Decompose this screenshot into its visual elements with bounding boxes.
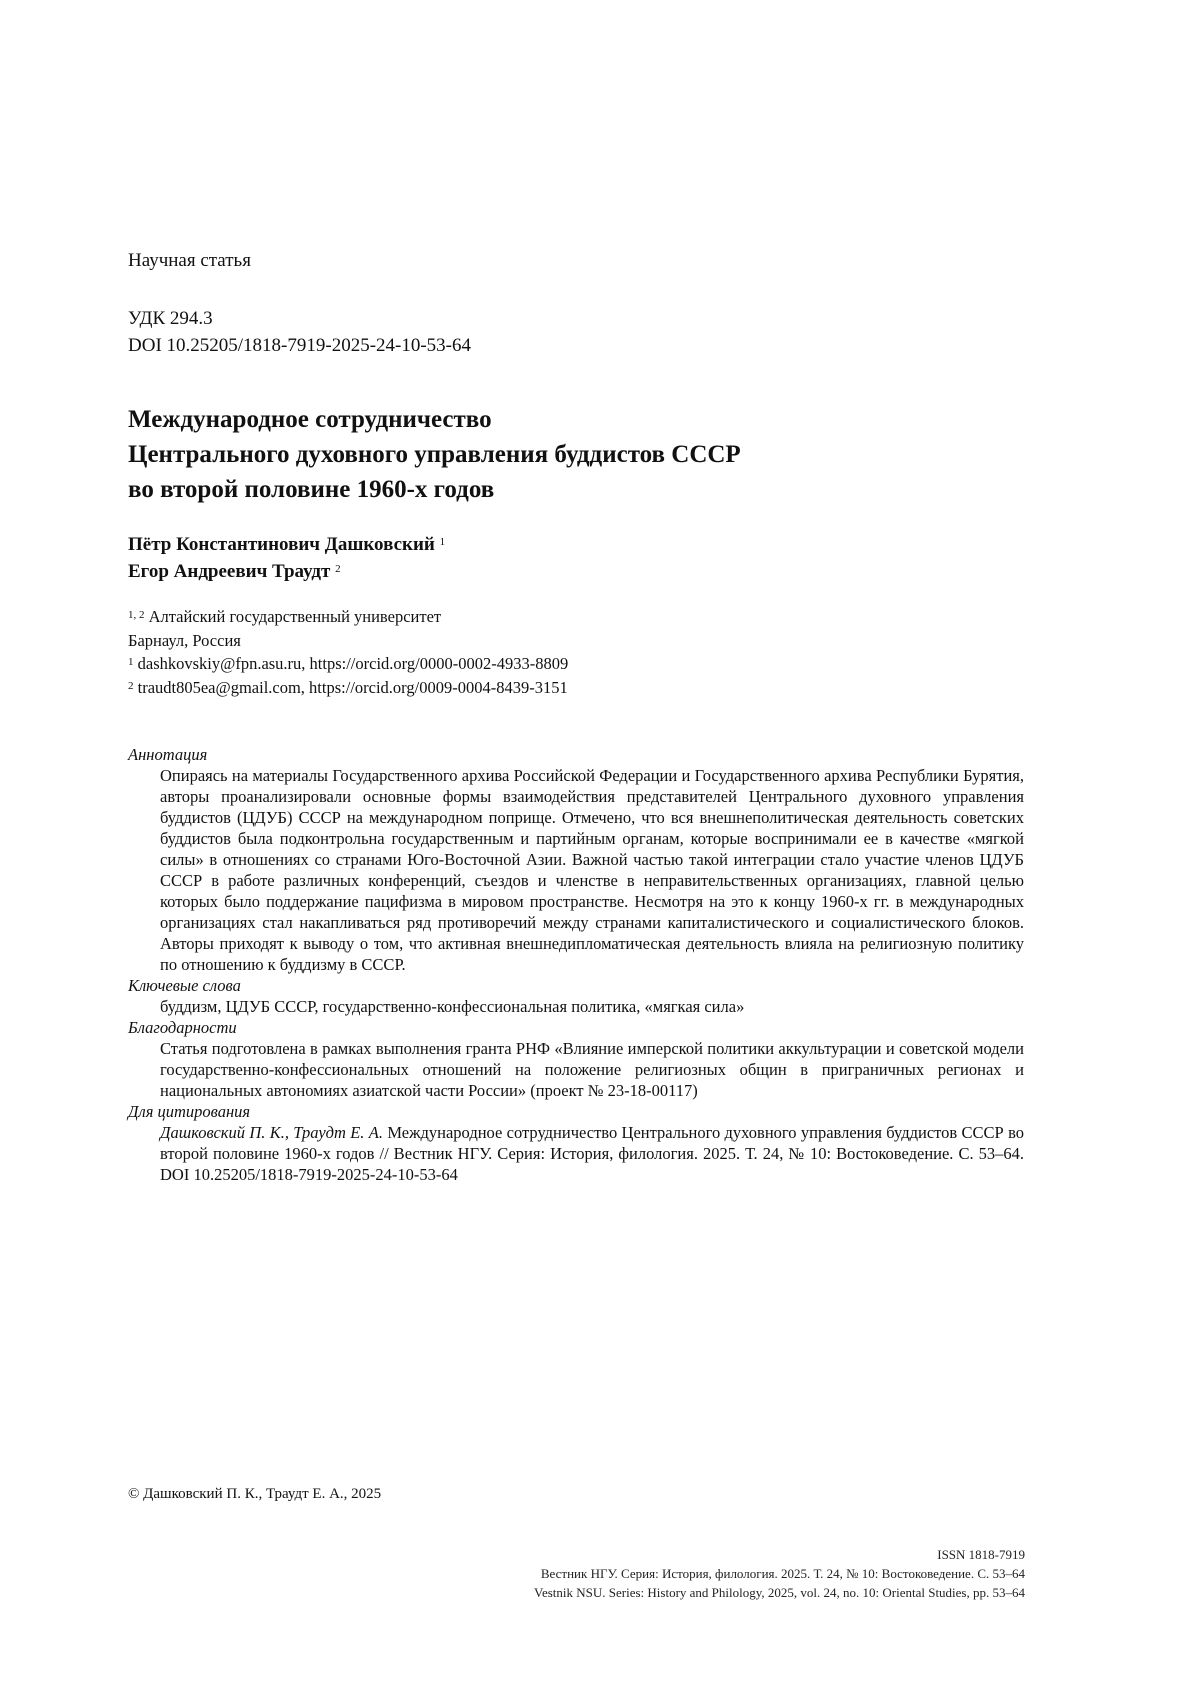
keywords-text: буддизм, ЦДУБ СССР, государственно-конфессиональная политика, «мягкая сила»: [160, 997, 745, 1016]
udk-code: УДК 294.3: [128, 308, 213, 329]
issn: ISSN 1818-7919: [937, 1547, 1025, 1562]
author: [128, 531, 1028, 558]
front-matter-sections: [128, 744, 1024, 1185]
journal-citation-ru: Вестник НГУ. Серия: История, филология. 2025. Т. 24, № 10: Востоковедение. С. 53–64: [540, 1566, 1025, 1581]
identifiers: [128, 305, 1028, 359]
title-line: во второй половине 1960-х годов: [128, 476, 495, 503]
author-sup: 2: [335, 563, 341, 575]
doi[interactable]: DOI 10.25205/1818-7919-2025-24-10-53-64: [128, 335, 472, 356]
citation-authors: Дашковский П. К., Траудт Е. А.: [160, 1123, 383, 1142]
citation-label: Для цитирования: [128, 1102, 251, 1121]
affiliation-sup: 1, 2: [128, 609, 145, 621]
affiliation: [128, 605, 1028, 653]
university: Алтайский государственный университет: [148, 607, 442, 626]
abstract-text: Опираясь на материалы Государственного архива Российской Федерации и Государственного архива Республики Бурятия, авторы проанализировали основные формы взаимодействия представителей Центрального духовного управления буддистов (ЦДУБ) СССР на международном поприще. Отмечено, что вся внешнеполитическая деятельность советских буддистов была подконтрольна государственным и партийным органам, которые воспринимали ее в качестве «мягкой силы» в отношениях со странами Юго-Восточной Азии. Важной частью такой интеграции стало участие членов ЦДУБ СССР в работе различных конференций, съездов и членстве в неправительственных организациях, главной целью которых было поддержание пацифизма в мировом пространстве. Несмотря на это к концу 1960-х гг. в международных организациях стал накапливаться ряд противоречий между странами капиталистического и социалистического блоков. Авторы приходят к выводу о том, что активная внешнедипломатическая деятельность влияла на религиозную политику по отношению к буддизму в СССР.: [160, 766, 1024, 974]
keywords-label: Ключевые слова: [128, 976, 241, 995]
city: Барнаул, Россия: [128, 631, 241, 650]
contact-line: [128, 676, 1028, 700]
journal-footer: [534, 1545, 1025, 1602]
title-line: Международное сотрудничество: [128, 406, 492, 433]
article-type: Научная статья: [128, 250, 251, 271]
authors: [128, 531, 1028, 585]
contact-sup: 2: [128, 680, 134, 692]
citation-body: Международное сотрудничество Центрального духовного управления буддистов СССР во второй половине 1960-х годов // Вестник НГУ. Серия: История, филология. 2025. Т. 24, № 10: Востоковедение. С. 53–64. DOI 10.25205/1818-7919-2025-24-10-53-64: [160, 1123, 1024, 1184]
author: [128, 558, 1028, 585]
thanks-label: Благодарности: [128, 1018, 237, 1037]
abstract-label: Аннотация: [128, 745, 208, 764]
article-title: [128, 402, 948, 507]
contacts: [128, 652, 1028, 700]
author-sup: 1: [439, 536, 446, 548]
title-line: Центрального духовного управления буддистов СССР: [128, 441, 741, 468]
contact-text[interactable]: traudt805ea@gmail.com, https://orcid.org/0009-0004-8439-3151: [137, 678, 568, 697]
journal-citation-en: Vestnik NSU. Series: History and Philology, 2025, vol. 24, no. 10: Oriental Studies, pp. 53–64: [534, 1585, 1025, 1600]
contact-sup: 1: [128, 656, 134, 668]
author-name: Егор Андреевич Траудт: [128, 561, 331, 582]
copyright: © Дашковский П. К., Траудт Е. А., 2025: [128, 1486, 382, 1502]
citation-text: [160, 1122, 1024, 1185]
contact-text[interactable]: dashkovskiy@fpn.asu.ru, https://orcid.org/0000-0002-4933-8809: [137, 654, 569, 673]
thanks-text: Статья подготовлена в рамках выполнения гранта РНФ «Влияние имперской политики аккультурации и советской модели государственно-конфессиональных отношений на положение религиозных общин в приграничных регионах и национальных автономиях азиатской части России» (проект № 23-18-00117): [160, 1039, 1024, 1100]
author-name: Пётр Константинович Дашковский: [128, 534, 435, 555]
contact-line: [128, 652, 1028, 676]
